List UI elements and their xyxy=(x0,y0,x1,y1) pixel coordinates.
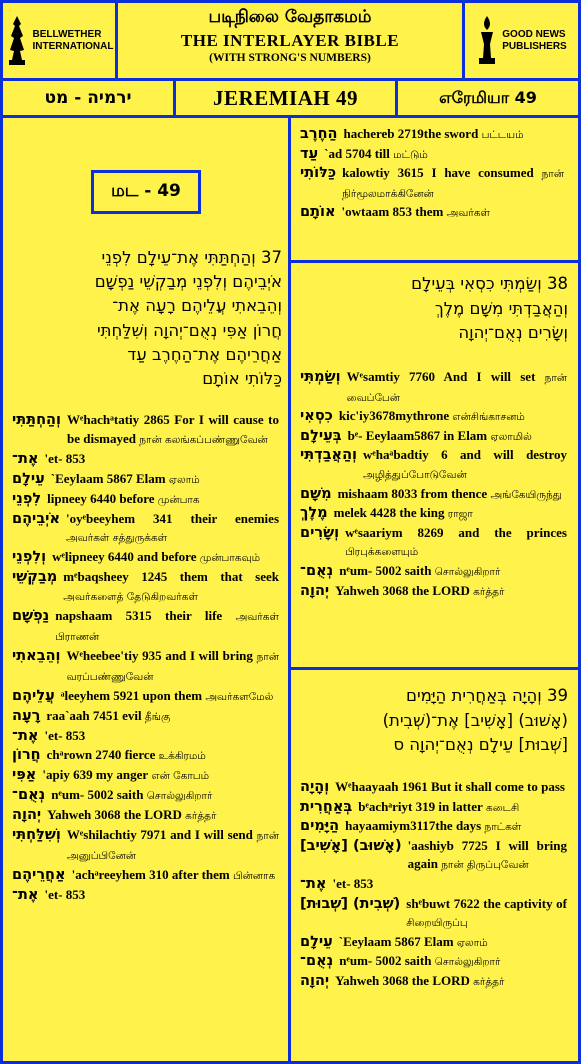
interlinear-entry xyxy=(300,562,567,582)
verse-37-line: וְהֵבֵאתִי עֲלֵיהֶם רָעָה אֶת־ xyxy=(112,296,282,316)
bellwether-logo xyxy=(3,3,115,78)
interlinear-entry xyxy=(300,145,564,165)
interlinear-entry xyxy=(300,446,567,484)
gloss-text xyxy=(363,446,567,484)
gloss-text xyxy=(335,582,504,602)
tamil-gloss: கர்த்தர் xyxy=(473,585,505,598)
hebrew-word: מֶלֶךְ xyxy=(300,505,328,522)
english-gloss: shᵉbuwt 7622 the captivity of xyxy=(406,895,567,911)
gloss-text xyxy=(51,470,200,490)
interlinear-entry xyxy=(12,866,279,886)
right-logo-line-1: GOOD NEWS xyxy=(502,28,566,40)
tamil-gloss: முன்பாகவும் xyxy=(199,552,261,565)
verse-39-line: [שְׁבוּת] עֵילָם נְאֻם־יְהוָה ס xyxy=(393,735,568,754)
tamil-gloss: கடைசி xyxy=(486,801,520,814)
english-gloss: bᵉ- Eeylaam5867 in Elam xyxy=(347,427,488,443)
gloss-text xyxy=(339,952,500,972)
english-gloss: Wᵉshilachtiy 7971 and I will send xyxy=(66,827,253,843)
english-gloss: nᵉum- 5002 saith xyxy=(51,787,144,803)
gloss-text xyxy=(347,368,567,407)
book-chapter-text: JEREMIAH 49 xyxy=(213,85,358,110)
hebrew-word: וְהָיָה xyxy=(300,779,330,795)
english-gloss: hayaamiym3117the days xyxy=(345,818,482,834)
tamil-book-label xyxy=(398,81,578,115)
hebrew-word: נְאֻם־ xyxy=(12,787,46,804)
left-logo-box xyxy=(3,3,115,78)
english-gloss: 'achᵃreeyhem 310 after them xyxy=(71,866,230,882)
english-gloss: hachereb 2719the sword xyxy=(343,126,479,141)
tamil-gloss: அவர்கள் சத்துருக்கள் xyxy=(66,532,168,545)
hebrew-word: עֵילָם xyxy=(300,933,333,950)
gloss-text xyxy=(332,875,373,895)
english-gloss: kalowtiy 3615 I have consumed xyxy=(342,165,534,181)
tamil-gloss: ஏலாமில் xyxy=(490,430,532,443)
interlinear-entry xyxy=(300,582,567,602)
english-gloss: lipneey 6440 before xyxy=(47,490,155,506)
verse-39-line: (אָשׁוּב) [אָשִׁיב] אֶת־(שְׁבִית) xyxy=(382,710,568,730)
verse-37-line: 37 וְהַחְתַּתִּי אֶת־עֵילָם לִפְנֵי xyxy=(101,248,282,267)
gloss-text xyxy=(408,837,567,875)
english-gloss: mishaam 8033 from thence xyxy=(337,485,488,501)
gloss-text xyxy=(66,510,279,549)
hebrew-word: וְלִפְנֵי xyxy=(12,549,47,566)
gloss-text xyxy=(63,568,279,607)
tamil-gloss: நான் கலங்கப்பண்ணுவேன் xyxy=(139,433,268,446)
tamil-gloss: அங்கேயிருந்து xyxy=(490,488,562,501)
hebrew-word: כַּלּוֹתִי xyxy=(300,165,337,182)
gloss-text xyxy=(42,766,209,786)
interlinear-entry xyxy=(300,125,564,145)
right-logo-box xyxy=(465,3,578,78)
gloss-text xyxy=(47,490,199,510)
english-gloss: nᵉum- 5002 saith xyxy=(339,953,432,969)
hebrew-word: (שְׁבִית) [שְׁבוּת] xyxy=(300,895,401,912)
gloss-text xyxy=(344,125,524,145)
interlinear-entry xyxy=(12,411,279,450)
english-gloss: Yahweh 3068 the LORD xyxy=(47,807,182,823)
english-gloss: wᵉlipneey 6440 and before xyxy=(52,549,197,565)
torch-emblem-icon xyxy=(476,14,498,68)
interlinear-entry xyxy=(300,875,567,895)
good-news-logo xyxy=(465,3,578,78)
tamil-gloss: என்சிங்காசனம் xyxy=(452,411,525,424)
interlinear-entry xyxy=(12,886,279,906)
hebrew-word: וְהֵבֵאתִי xyxy=(12,647,61,664)
interlinear-entry xyxy=(300,368,567,407)
tamil-gloss: நான் வைப்பேன் xyxy=(346,372,568,404)
hebrew-word: וְשַׂמְתִּי xyxy=(300,369,341,385)
tamil-gloss: நான் வரப்பண்ணுவேன் xyxy=(66,650,279,683)
interlinear-entry xyxy=(300,524,567,562)
tamil-gloss: பிரபுக்களையும் xyxy=(345,546,419,559)
hebrew-word: יְהוָה xyxy=(12,807,42,824)
interlinear-entry xyxy=(12,786,279,806)
english-gloss: 'oyᵉbeeyhem 341 their enemies xyxy=(66,510,279,526)
tamil-gloss: பின்னாக xyxy=(233,869,276,882)
tamil-gloss: நாட்கள் xyxy=(484,821,522,834)
hebrew-word: אֶת־ xyxy=(12,886,39,903)
hebrew-word: נְאֻם־ xyxy=(300,562,334,579)
verse-38-line: 38 וְשַׂמְתִּי כִסְאִי בְּעֵילָם xyxy=(411,274,568,293)
english-gloss: Wᵉsamtiy 7760 And I will set xyxy=(346,369,536,384)
hebrew-word: אֶת־ xyxy=(12,727,39,744)
tamil-gloss: கர்த்தர் xyxy=(185,810,217,823)
verse-39-entries xyxy=(300,778,567,992)
interlinear-entry xyxy=(300,164,564,203)
tamil-gloss: நான் நிர்மூலமாக்கினேன் xyxy=(342,168,564,200)
hebrew-word: עֵילָם xyxy=(12,470,45,487)
gloss-text xyxy=(339,933,488,953)
verse-37-line: כַּלּוֹתִי אוֹתָם xyxy=(202,369,282,389)
tamil-gloss: ராஜா xyxy=(447,508,473,521)
hebrew-word: אוֹתָם xyxy=(300,204,336,221)
interlinear-entry xyxy=(300,798,567,818)
interlinear-entry xyxy=(12,806,279,826)
hebrew-word: מִשָּׁם xyxy=(300,485,332,502)
tamil-gloss: உக்கிரமம் xyxy=(158,750,206,763)
english-gloss: nᵉum- 5002 saith xyxy=(339,562,432,578)
verse-39-line: 39 וְהָיָה בְּאַחֲרִית הַיָּמִים xyxy=(406,686,568,705)
verse-39-hebrew xyxy=(298,684,568,758)
bellwether-emblem-icon xyxy=(5,14,29,68)
english-gloss: wᵉhaᵃbadtiy 6 and will destroy xyxy=(363,447,567,463)
gloss-text xyxy=(339,562,500,582)
hebrew-word: וְהַאֲבַדְתִּי xyxy=(300,447,358,464)
interlinear-entry xyxy=(300,203,564,223)
gloss-text xyxy=(339,407,525,427)
gloss-text xyxy=(67,647,279,687)
interlinear-entry xyxy=(12,607,279,647)
verse-38-line: וְהַאֲבַדְתִּי מִשָּׁם מֶלֶךְ xyxy=(434,298,568,318)
interlinear-entry xyxy=(12,766,279,786)
gloss-text xyxy=(338,485,562,505)
english-gloss: `Eeylaam 5867 Elam xyxy=(338,933,454,949)
hebrew-word: יְהוָה xyxy=(300,582,330,599)
gloss-text xyxy=(67,826,279,866)
hebrew-word: וְשִׁלַּחְתִּי xyxy=(12,827,61,844)
tamil-gloss: சிறையிருப்பு xyxy=(406,917,468,930)
gloss-text xyxy=(358,798,519,818)
hebrew-word: יְהוָה xyxy=(300,972,330,989)
english-gloss: chᵃrown 2740 fierce xyxy=(46,747,156,763)
hebrew-word: נַפְשָׁם xyxy=(12,608,50,625)
hebrew-word: הַיָּמִים xyxy=(300,818,340,835)
verse-37-line: אֹיְבֵיהֶם וְלִפְנֵי מְבַקְשֵׁי נַפְשָׁם xyxy=(94,272,282,292)
right-logo-line-2: PUBLISHERS xyxy=(502,40,567,52)
gloss-text xyxy=(406,895,567,933)
english-gloss: 'et- 853 xyxy=(44,450,86,466)
tamil-gloss: நான் திருப்புவேன் xyxy=(441,859,529,872)
interlinear-entry xyxy=(12,490,279,510)
hebrew-word: אֶת־ xyxy=(12,450,39,467)
english-gloss: Wᵉheebee'tiy 935 and I will bring xyxy=(66,647,253,663)
book-chapter-title xyxy=(176,81,395,115)
hebrew-word: בְּאַחֲרִית xyxy=(300,798,353,815)
english-gloss: napshaam 5315 their life xyxy=(55,608,223,624)
title-box xyxy=(118,3,462,78)
interlinear-entry xyxy=(12,727,279,747)
hebrew-word: כִסְאִי xyxy=(300,408,333,425)
english-gloss: Yahweh 3068 the LORD xyxy=(335,582,470,598)
tamil-gloss: சொல்லுகிறார் xyxy=(434,565,501,578)
gloss-text xyxy=(44,727,85,747)
interlinear-entry xyxy=(300,895,567,933)
gloss-text xyxy=(61,687,274,707)
verse-37-continued xyxy=(300,125,564,223)
tamil-gloss: சொல்லுகிறார் xyxy=(434,956,501,969)
verse-38-entries xyxy=(300,368,567,601)
interlinear-entry xyxy=(300,407,567,427)
gloss-text xyxy=(44,886,85,906)
verse-37-line: חֲרוֹן אַפִּי נְאֻם־יְהוָה וְשִׁלַּחְתִּי xyxy=(96,320,282,340)
hebrew-word: בְּעֵילָם xyxy=(300,427,342,444)
interlinear-entry xyxy=(12,707,279,727)
hebrew-book-label xyxy=(3,81,173,115)
interlinear-entry xyxy=(12,470,279,490)
tamil-gloss: சொல்லுகிறார் xyxy=(146,790,213,803)
hebrew-word: אֹיְבֵיהֶם xyxy=(12,510,60,527)
gloss-text xyxy=(324,145,428,165)
tamil-gloss: பட்டயம் xyxy=(481,129,524,141)
gloss-text xyxy=(342,164,564,203)
interlinear-entry xyxy=(300,485,567,505)
tamil-gloss: அவர்களைத் தேடுகிறவர்கள் xyxy=(63,591,198,604)
gloss-text xyxy=(46,707,170,727)
interlinear-entry xyxy=(12,510,279,549)
title-sub: (WITH STRONG'S NUMBERS) xyxy=(209,52,371,64)
tamil-gloss: ஏலாம் xyxy=(456,936,488,949)
english-gloss: Yahweh 3068 the LORD xyxy=(335,972,470,988)
tamil-gloss: அவர்கள் பிராணன் xyxy=(55,611,279,643)
gloss-text xyxy=(335,972,504,992)
hebrew-word: רָעָה xyxy=(12,707,41,724)
english-gloss: 'aashiyb 7725 I will bring again xyxy=(407,837,567,872)
left-logo-line-2: INTERNATIONAL xyxy=(32,40,114,52)
gloss-text xyxy=(345,524,567,562)
english-gloss: `ad 5704 till xyxy=(324,145,390,161)
hebrew-word: אֶת־ xyxy=(300,875,327,892)
tamil-gloss: நான் அனுப்பினேன் xyxy=(66,830,280,862)
hebrew-word: וְהַחְתַּתִּי xyxy=(12,412,61,428)
gloss-text xyxy=(52,548,260,568)
gloss-text xyxy=(345,817,521,837)
english-gloss: 'et- 853 xyxy=(44,886,86,902)
gloss-text xyxy=(55,607,279,647)
hebrew-word: חֲרוֹן xyxy=(12,747,41,764)
english-gloss: Wᵉhaayaah 1961 But it shall come to pass xyxy=(335,779,565,794)
hebrew-word: אַחֲרֵיהֶם xyxy=(12,866,66,883)
english-gloss: `Eeylaam 5867 Elam xyxy=(50,470,166,486)
hebrew-word: (אָשׁוּב) [אָשִׁיב] xyxy=(300,837,402,854)
verse-37-hebrew xyxy=(10,246,282,391)
interlinear-entry xyxy=(12,687,279,707)
english-gloss: 'et- 853 xyxy=(332,875,374,891)
verse-38-line: וְשָׂרִים נְאֻם־יְהוָה xyxy=(458,323,568,342)
hebrew-book-text: ירמיה - מט xyxy=(44,88,132,108)
english-gloss: 'apiy 639 my anger xyxy=(42,767,149,783)
english-gloss: Wᵉhachᵃtatiy 2865 For I will cause to be dismayed xyxy=(66,412,279,446)
verse-37-entries xyxy=(12,411,279,906)
interlinear-entry xyxy=(300,972,567,992)
interlinear-entry xyxy=(12,548,279,568)
gloss-text xyxy=(334,504,473,524)
interlinear-entry xyxy=(12,826,279,866)
verse-37-line: אַחֲרֵיהֶם אֶת־הַחֶרֶב עַד xyxy=(127,344,282,364)
hebrew-word: אַפִּי xyxy=(12,767,37,784)
gloss-text xyxy=(72,866,276,886)
hebrew-word: הַחֶרֶב xyxy=(300,126,338,142)
gloss-text xyxy=(44,450,85,470)
hebrew-word: עֲלֵיהֶם xyxy=(12,687,55,704)
english-gloss: 'owtaam 853 them xyxy=(341,204,444,220)
verse-38-hebrew xyxy=(298,272,568,346)
english-gloss: mᵉbaqsheey 1245 them that seek xyxy=(63,569,279,585)
interlinear-entry xyxy=(12,450,279,470)
tamil-gloss: அவர்களமேல் xyxy=(205,690,274,703)
interlinear-entry xyxy=(300,817,567,837)
tamil-gloss: அழித்துப்போடுவேன் xyxy=(363,468,467,481)
tamil-gloss: என் கோபம் xyxy=(151,770,210,783)
hebrew-word: לִפְנֵי xyxy=(12,490,42,507)
english-gloss: bᵉachᵃriyt 319 in latter xyxy=(358,798,483,814)
interlinear-entry xyxy=(12,647,279,687)
english-gloss: 'et- 853 xyxy=(44,727,86,743)
tamil-gloss: மட்டும் xyxy=(393,148,428,161)
tamil-gloss: முன்பாக xyxy=(157,493,200,506)
tamil-gloss: கர்த்தர் xyxy=(473,975,505,988)
title-tamil: படிநிலை வேதாகமம் xyxy=(208,7,372,27)
gloss-text xyxy=(67,411,279,450)
hebrew-word: מְבַקְשֵׁי xyxy=(12,569,58,586)
interlinear-entry xyxy=(300,933,567,953)
gloss-text xyxy=(47,746,206,766)
english-gloss: wᵉsaariym 8269 and the princes xyxy=(345,524,567,540)
interlinear-entry xyxy=(12,568,279,607)
english-gloss: kic'iy3678mythrone xyxy=(338,408,450,424)
gloss-text xyxy=(342,203,490,223)
gloss-text xyxy=(51,786,212,806)
left-logo-line-1: BELLWETHER xyxy=(32,28,102,40)
interlinear-entry xyxy=(300,504,567,524)
tamil-book-text: எரேமியா 49 xyxy=(439,87,537,107)
hebrew-word: וְשָׂרִים xyxy=(300,524,340,541)
interlinear-entry xyxy=(300,427,567,447)
hebrew-word: עַד xyxy=(300,145,319,162)
tamil-gloss: அவர்கள் xyxy=(446,207,491,220)
chapter-badge xyxy=(91,170,201,214)
tamil-gloss: தீங்கு xyxy=(144,710,171,723)
english-gloss: melek 4428 the king xyxy=(333,505,445,521)
gloss-text xyxy=(47,806,216,826)
chapter-badge-text: மட - 49 xyxy=(111,181,181,201)
english-gloss: ᵃleeyhem 5921 upon them xyxy=(60,687,203,703)
interlinear-entry xyxy=(12,746,279,766)
tamil-gloss: ஏலாம் xyxy=(168,473,200,486)
title-main: THE INTERLAYER BIBLE xyxy=(180,31,400,50)
interlinear-entry xyxy=(300,952,567,972)
interlinear-entry xyxy=(300,837,567,875)
english-gloss: raa`aah 7451 evil xyxy=(46,707,142,723)
hebrew-word: נְאֻם־ xyxy=(300,953,334,970)
gloss-text xyxy=(348,427,532,447)
gloss-text xyxy=(335,778,565,798)
interlinear-entry xyxy=(300,778,567,798)
